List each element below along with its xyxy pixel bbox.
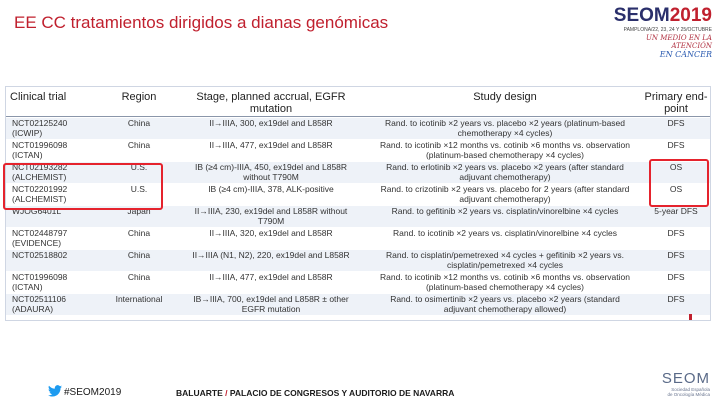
seom-2019-logo: [612, 6, 712, 66]
cell-stage: [176, 295, 366, 314]
red-marker: [689, 314, 692, 320]
cell-stage-line: II→IIIA, 477, ex19del and L858R: [209, 272, 333, 282]
cell-endpoint: 5-year DFS: [654, 206, 698, 216]
cell-study-design: [368, 295, 642, 314]
cell-region: U.S.: [130, 184, 148, 194]
header-study-design: Study design: [473, 91, 537, 103]
cell-stage: [176, 185, 366, 195]
cell-endpoint: DFS: [667, 272, 685, 282]
header-primary-endpoint: Primary end-point: [644, 91, 708, 115]
highlight-box-endpoints: [649, 159, 709, 207]
cell-study-design-line: adjuvant chemotherapy allowed): [443, 303, 567, 314]
cell-stage: [176, 229, 366, 239]
header-stage: Stage, planned accrual, EGFR mutation: [196, 91, 346, 115]
cell-endpoint: DFS: [667, 228, 685, 238]
cell-stage: [176, 251, 366, 261]
cell-endpoint: DFS: [667, 250, 685, 260]
twitter-bird-icon: [48, 385, 62, 397]
cell-clinical-trial: [8, 229, 108, 248]
cell-study-design-line: Rand. to gefitinib ×2 years vs. cisplatin/vinorelbine ×4 cycles: [391, 206, 619, 216]
cell-endpoint: DFS: [667, 294, 685, 304]
cell-endpoint: OS: [669, 184, 683, 194]
cell-clinical-trial: [8, 273, 108, 292]
cell-study-design: [368, 229, 642, 239]
cell-study-design-line: Rand. to crizotinib ×2 years vs. placebo for 2 years (after standard: [380, 184, 630, 194]
cell-clinical-trial-line: (ICTAN): [12, 149, 43, 160]
cell-stage-line: EGFR mutation: [241, 303, 301, 314]
header-region: Region: [121, 91, 157, 103]
cell-clinical-trial-line: (ALCHEMIST): [12, 171, 67, 182]
cell-clinical-trial-line: (ICTAN): [12, 281, 43, 292]
cell-stage: [176, 141, 366, 151]
cell-study-design-line: chemotherapy ×4 cycles): [457, 127, 553, 138]
cell-stage-line: II→IIIA, 300, ex19del and L858R: [209, 118, 333, 128]
table-row: [6, 140, 710, 161]
cell-clinical-trial-line: (EVIDENCE): [12, 237, 62, 248]
cell-study-design-line: Rand. to erlotinib ×2 years vs. placebo ×2 years (after standard: [386, 162, 624, 172]
cell-study-design-line: adjuvant chemotherapy): [459, 171, 551, 182]
cell-stage-line: II→IIIA, 320, ex19del and L858R: [209, 228, 333, 238]
cell-study-design: [368, 141, 642, 160]
table-row: [6, 118, 710, 139]
cell-stage: [176, 207, 366, 226]
table-row: [6, 272, 710, 293]
slide-title: EE CC tratamientos dirigidos a dianas genómicas: [14, 13, 389, 32]
venue-label: [176, 388, 454, 398]
seom-footer-logo: [650, 371, 710, 397]
cell-region: China: [127, 228, 151, 238]
cell-stage-line: IB (≥4 cm)-IIIA, 450, ex19del and L858R: [194, 162, 348, 172]
seom-footer-sub-2: de Oncología Médica: [667, 392, 710, 397]
cell-region: Japan: [127, 206, 151, 216]
venue-separator: /: [225, 388, 228, 398]
logo-year-text: 2019: [669, 5, 712, 26]
cell-study-design-line: adjuvant chemotherapy): [459, 193, 551, 204]
cell-clinical-trial: [8, 141, 108, 160]
cell-stage-line: without T790M: [243, 171, 299, 182]
logo-tagline-2: EN CÁNCER: [659, 50, 712, 59]
cell-stage-line: II→IIIA, 477, ex19del and L858R: [209, 140, 333, 150]
logo-tagline-1: UN MEDIO EN LA ATENCIÓN: [645, 34, 712, 50]
cell-region: U.S.: [130, 162, 148, 172]
cell-study-design: [368, 185, 642, 204]
venue-name-a: BALUARTE: [176, 388, 223, 398]
cell-stage: [176, 119, 366, 129]
cell-endpoint: DFS: [667, 118, 685, 128]
cell-stage: [176, 273, 366, 283]
cell-clinical-trial-line: NCT02125240: [12, 118, 68, 128]
header-divider: [6, 116, 710, 117]
cell-study-design: [368, 207, 642, 217]
cell-study-design-line: cisplatin/pemetrexed ×4 cycles: [447, 259, 563, 270]
cell-study-design-line: Rand. to icotinib ×12 months vs. cotinib ×6 months vs. observation: [380, 140, 630, 150]
cell-clinical-trial-line: NCT02518802: [12, 250, 68, 260]
cell-stage: [176, 163, 366, 182]
hashtag: #SEOM2019: [64, 387, 122, 398]
clinical-trials-table: [5, 86, 711, 321]
cell-study-design-line: Rand. to icotinib ×2 years vs. placebo ×2 years (platinum-based: [384, 118, 626, 128]
table-row: [6, 228, 710, 249]
cell-clinical-trial: [8, 119, 108, 138]
cell-clinical-trial-line: NCT01996098: [12, 272, 68, 282]
cell-study-design-line: Rand. to cisplatin/pemetrexed ×4 cycles + gefitinib ×2 years vs.: [386, 250, 624, 260]
cell-endpoint: OS: [669, 162, 683, 172]
cell-region: International: [115, 294, 163, 304]
cell-clinical-trial-line: NCT02448797: [12, 228, 68, 238]
cell-clinical-trial-line: (ALCHEMIST): [12, 193, 67, 204]
cell-study-design: [368, 273, 642, 292]
header-clinical-trial: Clinical trial: [10, 91, 67, 103]
table-row: [6, 250, 710, 271]
highlight-box-trials: [3, 163, 163, 210]
cell-study-design: [368, 163, 642, 182]
cell-study-design-line: (platinum-based chemotherapy ×4 cycles): [425, 149, 585, 160]
cell-clinical-trial: [8, 251, 108, 261]
cell-clinical-trial: [8, 295, 108, 314]
cell-study-design-line: Rand. to icotinib ×12 months vs. cotinib ×6 months vs. observation: [380, 272, 630, 282]
cell-region: China: [127, 118, 151, 128]
cell-endpoint: DFS: [667, 140, 685, 150]
cell-stage-line: II→IIIA (N1, N2), 220, ex19del and L858R: [192, 250, 350, 260]
table-row: [6, 294, 710, 315]
cell-clinical-trial-line: NCT02201992: [12, 184, 68, 194]
cell-region: China: [127, 250, 151, 260]
cell-clinical-trial-line: (ADAURA): [12, 303, 54, 314]
cell-stage-line: IB→IIIA, 700, ex19del and L858R ± other: [193, 294, 349, 304]
cell-study-design: [368, 119, 642, 138]
logo-dates: PAMPLONA/22, 23, 24 Y 25/OCTUBRE: [623, 27, 712, 33]
cell-region: China: [127, 272, 151, 282]
logo-seom-text: SEOM: [613, 5, 670, 26]
cell-study-design-line: Rand. to icotinib ×2 years vs. cisplatin/vinorelbine ×4 cycles: [393, 228, 617, 238]
cell-clinical-trial-line: (ICWIP): [12, 127, 43, 138]
cell-clinical-trial-line: NCT02511106: [12, 294, 67, 304]
logo-wordmark: [612, 6, 712, 26]
cell-study-design-line: (platinum-based chemotherapy ×4 cycles): [425, 281, 585, 292]
cell-stage-line: IB (≥4 cm)-IIIA, 378, ALK-positive: [208, 184, 334, 194]
cell-stage-line: T790M: [257, 215, 285, 226]
cell-clinical-trial-line: NCT02193282: [12, 162, 68, 172]
seom-footer-sub-1: Sociedad Española: [671, 387, 710, 392]
cell-region: China: [127, 140, 151, 150]
cell-clinical-trial-line: WJOG6401L: [12, 206, 62, 216]
venue-name-b: PALACIO DE CONGRESOS Y AUDITORIO DE NAVARRA: [229, 388, 455, 398]
cell-study-design: [368, 251, 642, 270]
cell-clinical-trial-line: NCT01996098: [12, 140, 68, 150]
seom-footer-word: SEOM: [661, 370, 710, 387]
cell-study-design-line: Rand. to osimertinib ×2 years vs. placebo ×2 years (standard: [390, 294, 620, 304]
cell-stage-line: II→IIIA, 230, ex19del and L858R without: [194, 206, 348, 216]
